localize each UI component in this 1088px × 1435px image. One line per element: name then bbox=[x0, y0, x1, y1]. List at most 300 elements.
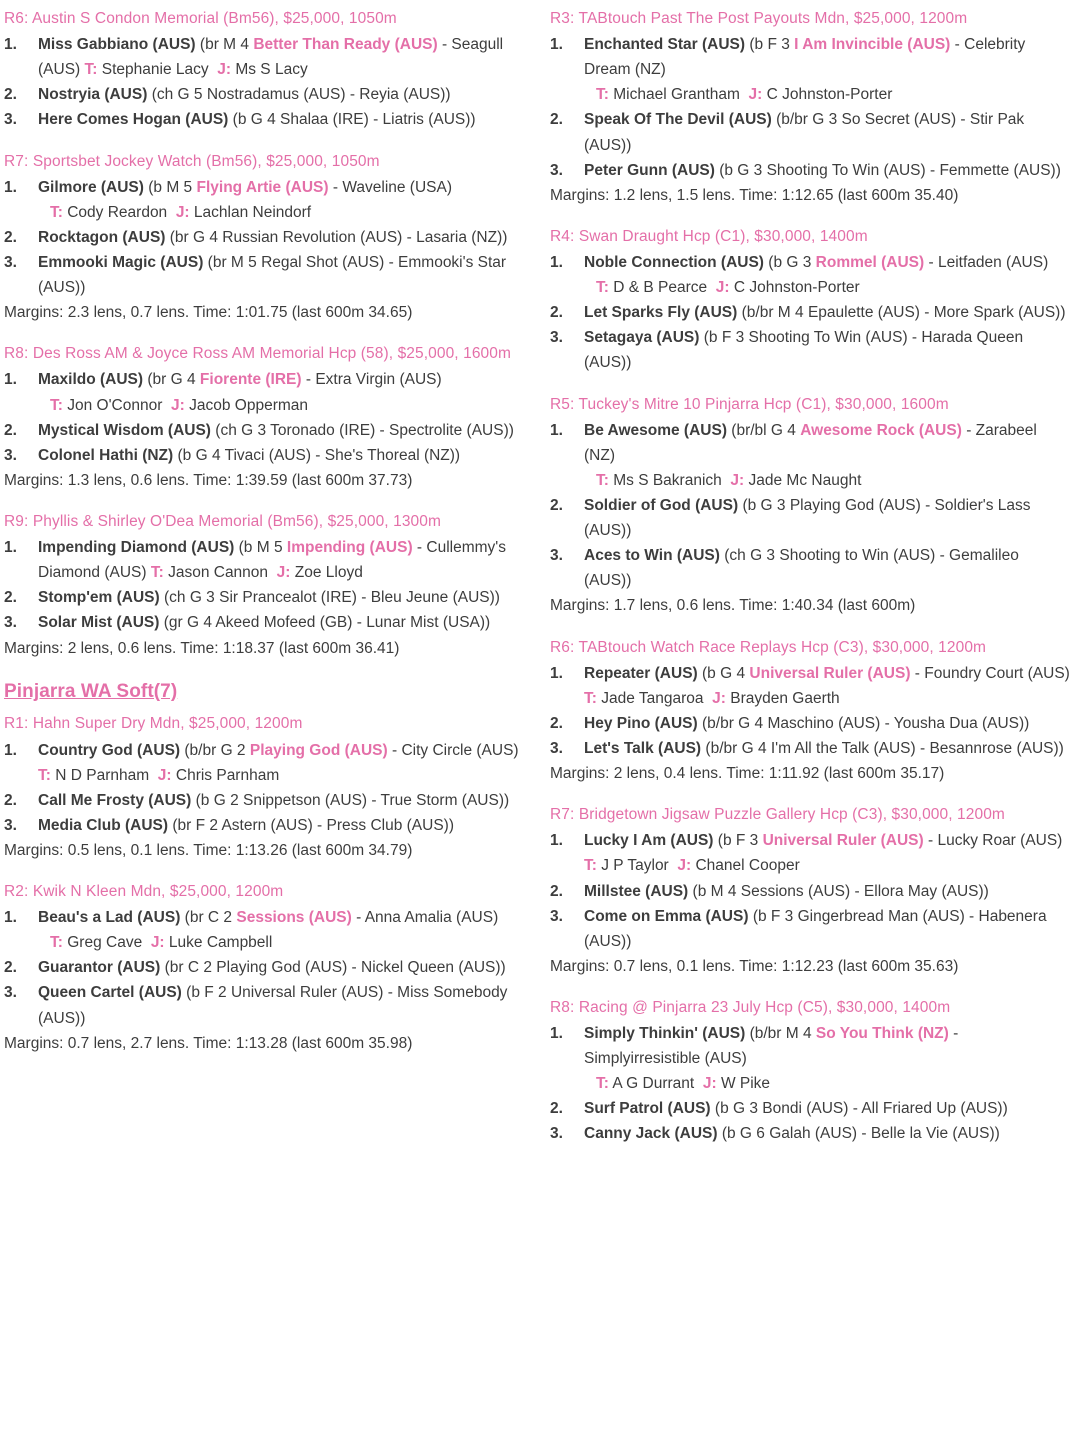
sire-name: Impending (AUS) bbox=[286, 539, 413, 557]
runner-rank: 2. bbox=[4, 959, 17, 977]
horse-name: Stomp'em (AUS) bbox=[38, 589, 160, 607]
runner-row bbox=[4, 738, 524, 788]
race-margins-time: Margins: 0.7 lens, 0.1 lens. Time: 1:12.23 (last 600m 35.63) bbox=[550, 957, 959, 975]
runner-rank: 1. bbox=[550, 664, 563, 682]
breeding-pre: (b/br G 2 bbox=[184, 741, 246, 759]
horse-name: Enchanted Star (AUS) bbox=[584, 36, 746, 54]
horse-name: Emmooki Magic (AUS) bbox=[38, 253, 204, 271]
runner-details bbox=[584, 711, 1070, 736]
horse-name: Beau's a Lad (AUS) bbox=[38, 909, 181, 927]
race-block bbox=[550, 224, 1070, 376]
race-block bbox=[4, 879, 524, 1056]
runner-rank: 3. bbox=[4, 816, 17, 834]
runner-rank: 3. bbox=[4, 253, 17, 271]
connections bbox=[38, 393, 524, 418]
runner-row bbox=[4, 585, 524, 610]
runner-details bbox=[38, 225, 524, 250]
breeding-post: - Foundry Court (AUS) bbox=[914, 664, 1070, 682]
jockey-label: J: bbox=[730, 471, 745, 489]
runner-rank: 3. bbox=[550, 547, 563, 565]
sire-name: Flying Artie (AUS) bbox=[196, 178, 329, 196]
jockey-label: J: bbox=[715, 279, 730, 297]
trainer-label: T: bbox=[596, 86, 609, 104]
race-margins-time: Margins: 2 lens, 0.4 lens. Time: 1:11.92 (last 600m 35.17) bbox=[550, 765, 945, 783]
jockey-label: J: bbox=[712, 689, 726, 707]
breeding-post: - Extra Virgin (AUS) bbox=[305, 371, 442, 389]
jockey-name: Ms S Lacy bbox=[235, 61, 308, 79]
breeding: (b G 4 Tivaci (AUS) - She's Thoreal (NZ)) bbox=[177, 446, 461, 464]
horse-name: Guarantor (AUS) bbox=[38, 959, 161, 977]
horse-name: Gilmore (AUS) bbox=[38, 178, 144, 196]
race-header: R8: Des Ross AM & Joyce Ross AM Memorial Hcp (58), $25,000, 1600m bbox=[4, 345, 512, 363]
runner-details bbox=[38, 367, 524, 417]
trainer-label: T: bbox=[596, 471, 609, 489]
breeding-post: - Waveline (USA) bbox=[332, 178, 453, 196]
breeding: (br G 4 Russian Revolution (AUS) - Lasaria (NZ)) bbox=[169, 228, 508, 246]
runner-details bbox=[38, 955, 524, 980]
horse-name: Country God (AUS) bbox=[38, 741, 181, 759]
runner-row bbox=[550, 300, 1070, 325]
sire-name: Playing God (AUS) bbox=[249, 741, 388, 759]
runner-rank: 1. bbox=[4, 909, 17, 927]
runner-row bbox=[4, 82, 524, 107]
breeding-pre: (br G 4 bbox=[147, 371, 196, 389]
runner-row bbox=[550, 158, 1070, 183]
jockey-name: C Johnston-Porter bbox=[733, 279, 860, 297]
runner-details bbox=[584, 1021, 1070, 1096]
race-block bbox=[4, 6, 524, 133]
breeding-pre: (b G 3 bbox=[768, 253, 812, 271]
runner-row bbox=[4, 788, 524, 813]
runner-rank: 2. bbox=[4, 421, 17, 439]
connections bbox=[147, 564, 363, 581]
breeding: (b G 6 Galah (AUS) - Belle la Vie (AUS)) bbox=[721, 1125, 1000, 1143]
runner-row bbox=[4, 225, 524, 250]
breeding-pre: (br M 4 bbox=[199, 36, 250, 54]
runner-details bbox=[584, 661, 1070, 711]
trainer-label: T: bbox=[38, 766, 51, 784]
runner-rank: 2. bbox=[550, 714, 563, 732]
runner-details bbox=[38, 610, 524, 635]
runner-rank: 2. bbox=[550, 1100, 563, 1118]
runner-rank: 2. bbox=[550, 496, 563, 514]
runner-row bbox=[550, 1021, 1070, 1096]
sire-name: Fiorente (IRE) bbox=[199, 371, 302, 389]
runner-rank: 3. bbox=[550, 739, 563, 757]
runner-rank: 3. bbox=[4, 446, 17, 464]
race-header: R4: Swan Draught Hcp (C1), $30,000, 1400m bbox=[550, 227, 868, 245]
runner-row bbox=[550, 543, 1070, 593]
breeding: (br F 2 Astern (AUS) - Press Club (AUS)) bbox=[172, 816, 454, 834]
race-header: R6: TABtouch Watch Race Replays Hcp (C3), $30,000, 1200m bbox=[550, 638, 987, 656]
race-block bbox=[4, 711, 524, 863]
race-margins-time: Margins: 2 lens, 0.6 lens. Time: 1:18.37 (last 600m 36.41) bbox=[4, 639, 400, 657]
race-block bbox=[550, 6, 1070, 208]
trainer-name: Greg Cave bbox=[67, 934, 143, 952]
runner-row bbox=[550, 711, 1070, 736]
jockey-name: Luke Campbell bbox=[168, 934, 273, 952]
runner-row bbox=[550, 418, 1070, 493]
runner-details bbox=[38, 535, 524, 585]
trainer-name: Cody Reardon bbox=[67, 203, 168, 221]
horse-name: Simply Thinkin' (AUS) bbox=[584, 1025, 746, 1043]
horse-name: Here Comes Hogan (AUS) bbox=[38, 111, 229, 129]
runner-row bbox=[4, 367, 524, 417]
runner-details bbox=[38, 107, 524, 132]
runner-details bbox=[584, 32, 1070, 107]
runner-row bbox=[4, 175, 524, 225]
runner-row bbox=[4, 980, 524, 1030]
runner-details bbox=[584, 300, 1070, 325]
trainer-label: T: bbox=[584, 857, 597, 875]
jockey-name: Brayden Gaerth bbox=[730, 689, 840, 707]
breeding-post: - Anna Amalia (AUS) bbox=[356, 909, 499, 927]
horse-name: Maxildo (AUS) bbox=[38, 371, 144, 389]
runner-row bbox=[4, 813, 524, 838]
race-block bbox=[550, 635, 1070, 787]
horse-name: Speak Of The Devil (AUS) bbox=[584, 111, 772, 129]
runner-details bbox=[584, 543, 1070, 593]
breeding-pre: (b M 5 bbox=[148, 178, 193, 196]
breeding: (b/br G 4 I'm All the Talk (AUS) - Besannrose (AUS)) bbox=[705, 739, 1064, 757]
breeding: (ch G 3 Sir Prancealot (IRE) - Bleu Jeune (AUS)) bbox=[163, 589, 500, 607]
jockey-label: J: bbox=[157, 766, 172, 784]
runner-row bbox=[4, 107, 524, 132]
runner-row bbox=[550, 1121, 1070, 1146]
horse-name: Canny Jack (AUS) bbox=[584, 1125, 718, 1143]
race-header: R5: Tuckey's Mitre 10 Pinjarra Hcp (C1), $30,000, 1600m bbox=[550, 395, 949, 413]
runner-details bbox=[584, 158, 1070, 183]
runner-details bbox=[38, 175, 524, 225]
breeding: (b G 3 Playing God (AUS) - Soldier's Lass (AUS)) bbox=[584, 496, 1031, 540]
jockey-name: Jade Mc Naught bbox=[748, 471, 862, 489]
jockey-name: Jacob Opperman bbox=[189, 396, 309, 414]
runner-row bbox=[550, 828, 1070, 878]
trainer-name: N D Parnham bbox=[55, 766, 150, 784]
runner-details bbox=[38, 738, 524, 788]
runner-rank: 3. bbox=[550, 907, 563, 925]
race-header: R6: Austin S Condon Memorial (Bm56), $25,000, 1050m bbox=[4, 10, 397, 27]
runner-details bbox=[38, 980, 524, 1030]
runner-details bbox=[38, 443, 524, 468]
runner-rank: 1. bbox=[4, 178, 17, 196]
connections bbox=[80, 61, 308, 78]
runner-rank: 3. bbox=[4, 984, 17, 1002]
horse-name: Setagaya (AUS) bbox=[584, 329, 700, 347]
breeding-pre: (b F 3 bbox=[717, 832, 759, 850]
jockey-label: J: bbox=[217, 61, 232, 79]
jockey-label: J: bbox=[276, 564, 291, 582]
connections bbox=[38, 930, 524, 955]
runner-rank: 3. bbox=[4, 111, 17, 129]
runner-rank: 3. bbox=[550, 161, 563, 179]
race-margins-time: Margins: 0.5 lens, 0.1 lens. Time: 1:13.26 (last 600m 34.79) bbox=[4, 841, 413, 859]
horse-name: Come on Emma (AUS) bbox=[584, 907, 749, 925]
trainer-name: Jon O'Connor bbox=[67, 396, 163, 414]
race-block bbox=[4, 509, 524, 661]
breeding-post: - Seagull (AUS) bbox=[38, 36, 504, 79]
trainer-name: J P Taylor bbox=[601, 857, 669, 875]
sire-name: Sessions (AUS) bbox=[236, 909, 352, 927]
trainer-name: Jade Tangaroa bbox=[601, 689, 704, 707]
race-margins-time: Margins: 2.3 lens, 0.7 lens. Time: 1:01.75 (last 600m 34.65) bbox=[4, 304, 413, 322]
breeding: (b F 3 Shooting To Win (AUS) - Harada Queen (AUS)) bbox=[584, 329, 1024, 372]
trainer-name: Michael Grantham bbox=[613, 86, 740, 104]
runner-rank: 3. bbox=[550, 329, 563, 347]
breeding: (b M 4 Sessions (AUS) - Ellora May (AUS)) bbox=[692, 882, 989, 900]
breeding: (ch G 3 Shooting to Win (AUS) - Gemalileo (AUS)) bbox=[584, 547, 1019, 590]
horse-name: Call Me Frosty (AUS) bbox=[38, 791, 192, 809]
runner-details bbox=[584, 879, 1070, 904]
race-header: R7: Bridgetown Jigsaw Puzzle Gallery Hcp (C3), $30,000, 1200m bbox=[550, 806, 1005, 824]
race-block bbox=[4, 341, 524, 493]
horse-name: Be Awesome (AUS) bbox=[584, 421, 727, 439]
breeding: (b F 2 Universal Ruler (AUS) - Miss Somebody (AUS)) bbox=[38, 984, 508, 1027]
runner-row bbox=[4, 418, 524, 443]
runner-details bbox=[38, 32, 524, 82]
jockey-label: J: bbox=[677, 857, 692, 875]
breeding: (br C 2 Playing God (AUS) - Nickel Queen (AUS)) bbox=[164, 959, 506, 977]
jockey-label: J: bbox=[171, 396, 185, 414]
horse-name: Lucky I Am (AUS) bbox=[584, 832, 714, 850]
right-column bbox=[550, 6, 1070, 1163]
runner-rank: 3. bbox=[4, 614, 17, 632]
runner-details bbox=[584, 828, 1070, 878]
runner-rank: 1. bbox=[4, 539, 17, 557]
trainer-name: D & B Pearce bbox=[613, 279, 708, 297]
breeding-post: - Leitfaden (AUS) bbox=[928, 253, 1049, 271]
left-column bbox=[4, 6, 524, 1072]
breeding: (b/br G 4 Maschino (AUS) - Yousha Dua (AUS)) bbox=[702, 714, 1030, 732]
runner-row bbox=[550, 879, 1070, 904]
runner-rank: 1. bbox=[550, 832, 563, 850]
horse-name: Solar Mist (AUS) bbox=[38, 614, 160, 632]
runner-row bbox=[550, 661, 1070, 711]
runner-details bbox=[38, 813, 524, 838]
horse-name: Aces to Win (AUS) bbox=[584, 547, 720, 565]
horse-name: Hey Pino (AUS) bbox=[584, 714, 698, 732]
sire-name: Better Than Ready (AUS) bbox=[253, 36, 438, 54]
horse-name: Repeater (AUS) bbox=[584, 664, 698, 682]
runner-row bbox=[550, 250, 1070, 300]
runner-row bbox=[4, 535, 524, 585]
breeding: (b G 3 Bondi (AUS) - All Friared Up (AUS)) bbox=[714, 1100, 1008, 1118]
race-header: R7: Sportsbet Jockey Watch (Bm56), $25,000, 1050m bbox=[4, 152, 380, 170]
breeding: (gr G 4 Akeed Mofeed (GB) - Lunar Mist (USA)) bbox=[163, 614, 491, 632]
horse-name: Let's Talk (AUS) bbox=[584, 739, 702, 757]
runner-rank: 2. bbox=[4, 791, 17, 809]
runner-details bbox=[584, 1096, 1070, 1121]
runner-rank: 1. bbox=[4, 371, 17, 389]
horse-name: Impending Diamond (AUS) bbox=[38, 539, 235, 557]
runner-row bbox=[4, 955, 524, 980]
race-margins-time: Margins: 0.7 lens, 2.7 lens. Time: 1:13.28 (last 600m 35.98) bbox=[4, 1034, 413, 1052]
runner-rank: 3. bbox=[550, 1125, 563, 1143]
runner-row bbox=[4, 32, 524, 82]
breeding-pre: (br C 2 bbox=[184, 909, 233, 927]
connections bbox=[584, 1071, 1070, 1096]
trainer-label: T: bbox=[150, 564, 164, 582]
trainer-label: T: bbox=[584, 689, 597, 707]
trainer-label: T: bbox=[50, 934, 63, 952]
runner-row bbox=[550, 32, 1070, 107]
breeding: (ch G 5 Nostradamus (AUS) - Reyia (AUS)) bbox=[151, 86, 451, 104]
breeding: (b/br G 3 So Secret (AUS) - Stir Pak (AUS)) bbox=[584, 111, 1025, 154]
horse-name: Peter Gunn (AUS) bbox=[584, 161, 715, 179]
breeding: (b G 2 Snippetson (AUS) - True Storm (AUS)) bbox=[195, 791, 510, 809]
trainer-name: Stephanie Lacy bbox=[101, 61, 209, 79]
runner-rank: 2. bbox=[4, 86, 17, 104]
trainer-label: T: bbox=[50, 203, 63, 221]
runner-details bbox=[584, 325, 1070, 375]
breeding-pre: (br/bl G 4 bbox=[731, 421, 796, 439]
horse-name: Media Club (AUS) bbox=[38, 816, 169, 834]
breeding: (b G 3 Shooting To Win (AUS) - Femmette (AUS)) bbox=[719, 161, 1061, 179]
two-column-layout bbox=[4, 6, 1084, 1163]
runner-row bbox=[4, 905, 524, 955]
horse-name: Let Sparks Fly (AUS) bbox=[584, 304, 738, 322]
runner-details bbox=[584, 736, 1070, 761]
breeding-post: - City Circle (AUS) bbox=[391, 741, 519, 759]
jockey-label: J: bbox=[175, 203, 190, 221]
runner-details bbox=[584, 1121, 1070, 1146]
runner-details bbox=[38, 250, 524, 300]
runner-details bbox=[584, 250, 1070, 300]
race-header: R3: TABtouch Past The Post Payouts Mdn, $25,000, 1200m bbox=[550, 10, 968, 27]
runner-rank: 2. bbox=[550, 111, 563, 129]
runner-details bbox=[38, 905, 524, 955]
runner-details bbox=[584, 107, 1070, 157]
breeding-pre: (b/br M 4 bbox=[749, 1025, 812, 1043]
runner-row bbox=[550, 904, 1070, 954]
breeding-pre: (b F 3 bbox=[749, 36, 790, 54]
runner-row bbox=[4, 443, 524, 468]
trainer-name: Ms S Bakranich bbox=[613, 471, 722, 489]
connections bbox=[584, 468, 1070, 493]
trainer-label: T: bbox=[596, 279, 609, 297]
connections bbox=[584, 857, 800, 874]
sire-name: Awesome Rock (AUS) bbox=[800, 421, 962, 439]
race-margins-time: Margins: 1.3 lens, 0.6 lens. Time: 1:39.59 (last 600m 37.73) bbox=[4, 471, 413, 489]
race-header: R1: Hahn Super Dry Mdn, $25,000, 1200m bbox=[4, 715, 303, 733]
runner-rank: 1. bbox=[4, 741, 17, 759]
connections bbox=[584, 690, 840, 707]
race-header: R8: Racing @ Pinjarra 23 July Hcp (C5), $30,000, 1400m bbox=[550, 998, 951, 1016]
race-margins-time: Margins: 1.7 lens, 0.6 lens. Time: 1:40.34 (last 600m) bbox=[550, 597, 916, 615]
sire-name: Universal Ruler (AUS) bbox=[749, 664, 911, 682]
runner-rank: 1. bbox=[550, 1025, 563, 1043]
runner-details bbox=[584, 493, 1070, 543]
jockey-name: C Johnston-Porter bbox=[766, 86, 893, 104]
runner-rank: 2. bbox=[550, 304, 563, 322]
runner-details bbox=[38, 585, 524, 610]
horse-name: Colonel Hathi (NZ) bbox=[38, 446, 174, 464]
jockey-label: J: bbox=[702, 1075, 717, 1093]
horse-name: Queen Cartel (AUS) bbox=[38, 984, 182, 1002]
horse-name: Millstee (AUS) bbox=[584, 882, 689, 900]
runner-details bbox=[38, 82, 524, 107]
trainer-name: Jason Cannon bbox=[168, 564, 269, 582]
runner-rank: 1. bbox=[550, 36, 563, 54]
runner-row bbox=[550, 107, 1070, 157]
breeding-post: - Simplyirresistible (AUS) bbox=[584, 1025, 959, 1068]
runner-row bbox=[4, 250, 524, 300]
trainer-name: A G Durrant bbox=[612, 1075, 695, 1093]
jockey-name: Zoe Lloyd bbox=[294, 564, 363, 582]
jockey-name: W Pike bbox=[720, 1075, 771, 1093]
jockey-name: Chris Parnham bbox=[175, 766, 280, 784]
runner-row bbox=[4, 610, 524, 635]
breeding: (ch G 3 Toronado (IRE) - Spectrolite (AUS)) bbox=[215, 421, 514, 439]
horse-name: Soldier of God (AUS) bbox=[584, 496, 739, 514]
runner-row bbox=[550, 1096, 1070, 1121]
sire-name: Universal Ruler (AUS) bbox=[762, 832, 924, 850]
horse-name: Noble Connection (AUS) bbox=[584, 253, 764, 271]
sire-name: So You Think (NZ) bbox=[815, 1025, 949, 1043]
runner-rank: 2. bbox=[4, 228, 17, 246]
connections bbox=[584, 275, 1070, 300]
horse-name: Nostryia (AUS) bbox=[38, 86, 148, 104]
jockey-name: Lachlan Neindorf bbox=[193, 203, 312, 221]
breeding-post: - Cullemmy's Diamond (AUS) bbox=[38, 539, 506, 582]
race-block bbox=[550, 995, 1070, 1147]
horse-name: Rocktagon (AUS) bbox=[38, 228, 166, 246]
runner-rank: 1. bbox=[4, 36, 17, 54]
breeding-post: - Celebrity Dream (NZ) bbox=[584, 36, 1026, 79]
runner-details bbox=[584, 418, 1070, 493]
breeding-pre: (b M 5 bbox=[238, 539, 283, 557]
breeding: (b G 4 Shalaa (IRE) - Liatris (AUS)) bbox=[232, 111, 476, 129]
horse-name: Surf Patrol (AUS) bbox=[584, 1100, 711, 1118]
race-block bbox=[550, 802, 1070, 979]
jockey-label: J: bbox=[150, 934, 165, 952]
sire-name: Rommel (AUS) bbox=[815, 253, 925, 271]
runner-details bbox=[38, 788, 524, 813]
race-header: R9: Phyllis & Shirley O'Dea Memorial (Bm56), $25,000, 1300m bbox=[4, 512, 442, 530]
trainer-label: T: bbox=[50, 396, 63, 414]
venue-heading[interactable]: Pinjarra WA Soft(7) bbox=[4, 680, 178, 702]
runner-row bbox=[550, 493, 1070, 543]
sire-name: I Am Invincible (AUS) bbox=[794, 36, 951, 54]
runner-details bbox=[38, 418, 524, 443]
jockey-name: Chanel Cooper bbox=[695, 857, 800, 875]
trainer-label: T: bbox=[596, 1075, 609, 1093]
race-margins-time: Margins: 1.2 lens, 1.5 lens. Time: 1:12.65 (last 600m 35.40) bbox=[550, 186, 959, 204]
breeding: (b F 3 Gingerbread Man (AUS) - Habenera (AUS)) bbox=[584, 907, 1047, 950]
breeding: (b/br M 4 Epaulette (AUS) - More Spark (AUS)) bbox=[741, 304, 1066, 322]
breeding-post: - Lucky Roar (AUS) bbox=[927, 832, 1063, 850]
breeding-pre: (b G 4 bbox=[702, 664, 746, 682]
runner-rank: 1. bbox=[550, 421, 563, 439]
horse-name: Mystical Wisdom (AUS) bbox=[38, 421, 211, 439]
runner-rank: 2. bbox=[550, 882, 563, 900]
race-header: R2: Kwik N Kleen Mdn, $25,000, 1200m bbox=[4, 883, 284, 901]
race-block bbox=[550, 392, 1070, 619]
trainer-label: T: bbox=[84, 61, 98, 79]
race-block bbox=[4, 149, 524, 326]
runner-details bbox=[584, 904, 1070, 954]
jockey-label: J: bbox=[748, 86, 763, 104]
runner-row bbox=[550, 325, 1070, 375]
runner-row bbox=[550, 736, 1070, 761]
horse-name: Miss Gabbiano (AUS) bbox=[38, 36, 196, 54]
connections bbox=[584, 82, 1070, 107]
connections bbox=[38, 767, 279, 784]
breeding: (br M 5 Regal Shot (AUS) - Emmooki's Star (AUS)) bbox=[38, 253, 507, 297]
runner-rank: 1. bbox=[550, 253, 563, 271]
breeding-post: - Zarabeel (NZ) bbox=[584, 421, 1037, 464]
connections bbox=[38, 200, 524, 225]
